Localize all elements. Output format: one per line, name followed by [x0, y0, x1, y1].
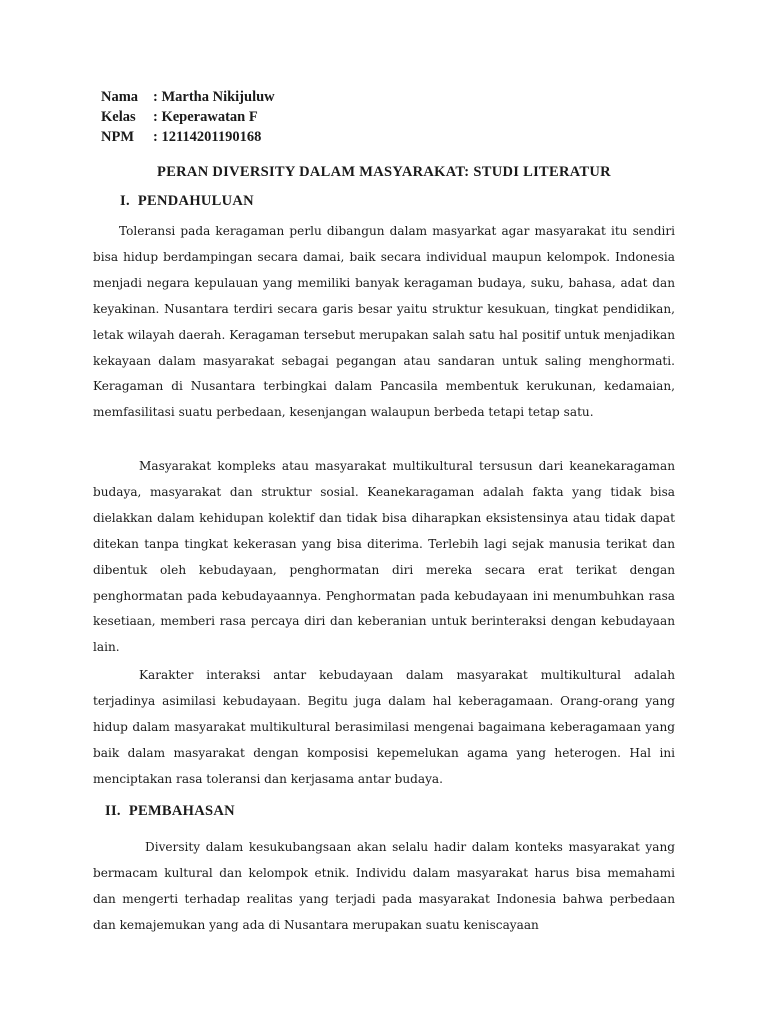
section-title: PENDAHULUAN	[137, 193, 254, 209]
paragraph-text: Diversity dalam kesukubangsaan akan selalu hadir dalam konteks masyarakat yang bermacam kultural dan kelompok etnik. Individu dalam masyarakat harus bisa memahami dan mengerti terhadap realitas yang terjadi pada masyarakat Indonesia bahwa perbedaan dan kemajemukan yang ada di Nusantara merupakan suatu keniscayaan	[93, 840, 675, 932]
paragraph-1	[93, 219, 675, 426]
section-number: I.	[120, 193, 130, 209]
paragraph-text: Toleransi pada keragaman perlu dibangun dalam masyarkat agar masyarakat itu sendiri bisa hidup berdampingan secara damai, baik secara individual maupun kelompok. Indonesia menjadi negara kepulauan yang memiliki banyak keragaman budaya, suku, bahasa, adat dan keyakinan. Nusantara terdiri secara garis besar yaitu struktur kesukuan, tingkat pendidikan, letak wilayah daerah. Keragaman tersebut merupakan salah satu hal positif untuk menjadikan kekayaan dalam masyarakat sebagai pegangan atau sandaran untuk saling menghormati. Keragaman di Nusantara terbingkai dalam Pancasila membentuk kerukunan, kedamaian, memfasilitasi suatu perbedaan, kesenjangan walaupun berbeda tetapi tetap satu.	[93, 224, 675, 420]
identity-label: Kelas	[101, 109, 136, 125]
identity-row-npm	[101, 127, 275, 147]
identity-row-class	[101, 107, 275, 127]
paragraph-3	[93, 663, 675, 793]
section-title: PEMBAHASAN	[128, 803, 235, 819]
section-heading-discussion	[105, 803, 235, 820]
student-identity-block	[101, 87, 275, 147]
identity-row-name	[101, 87, 275, 107]
identity-label: Nama	[101, 89, 139, 105]
identity-value: : Keperawatan F	[153, 109, 258, 125]
document-title: PERAN DIVERSITY DALAM MASYARAKAT: STUDI LITERATUR	[157, 164, 611, 180]
identity-label: NPM	[101, 129, 135, 145]
paragraph-text: Masyarakat kompleks atau masyarakat multikultural tersusun dari keanekaragaman budaya, masyarakat dan struktur sosial. Keanekaragaman adalah fakta yang tidak bisa dielakkan dalam kehidupan kolektif dan tidak bisa diharapkan eksistensinya atau tidak dapat ditekan tanpa tingkat kekerasan yang bisa diterima. Terlebih lagi sejak manusia terikat dan dibentuk oleh kebudayaan, penghormatan diri mereka secara erat terikat dengan penghormatan pada kebudayaannya. Penghormatan pada kebudayaan ini menumbuhkan rasa kesetiaan, memberi rasa percaya diri dan keberanian untuk berinteraksi dengan kebudayaan lain.	[93, 459, 675, 655]
paragraph-4	[93, 835, 675, 939]
section-heading-introduction	[120, 193, 254, 210]
section-number: II.	[105, 803, 121, 819]
paragraph-2	[93, 454, 675, 661]
identity-value: : Martha Nikijuluw	[153, 89, 275, 105]
paragraph-text: Karakter interaksi antar kebudayaan dalam masyarakat multikultural adalah terjadinya asimilasi kebudayaan. Begitu juga dalam hal keberagamaan. Orang-orang yang hidup dalam masyarakat multikultural berasimilasi mengenai bagaimana keberagamaan yang baik dalam masyarakat dengan komposisi kepemelukan agama yang heterogen. Hal ini menciptakan rasa toleransi dan kerjasama antar budaya.	[93, 668, 675, 786]
identity-value: : 12114201190168	[153, 129, 262, 145]
